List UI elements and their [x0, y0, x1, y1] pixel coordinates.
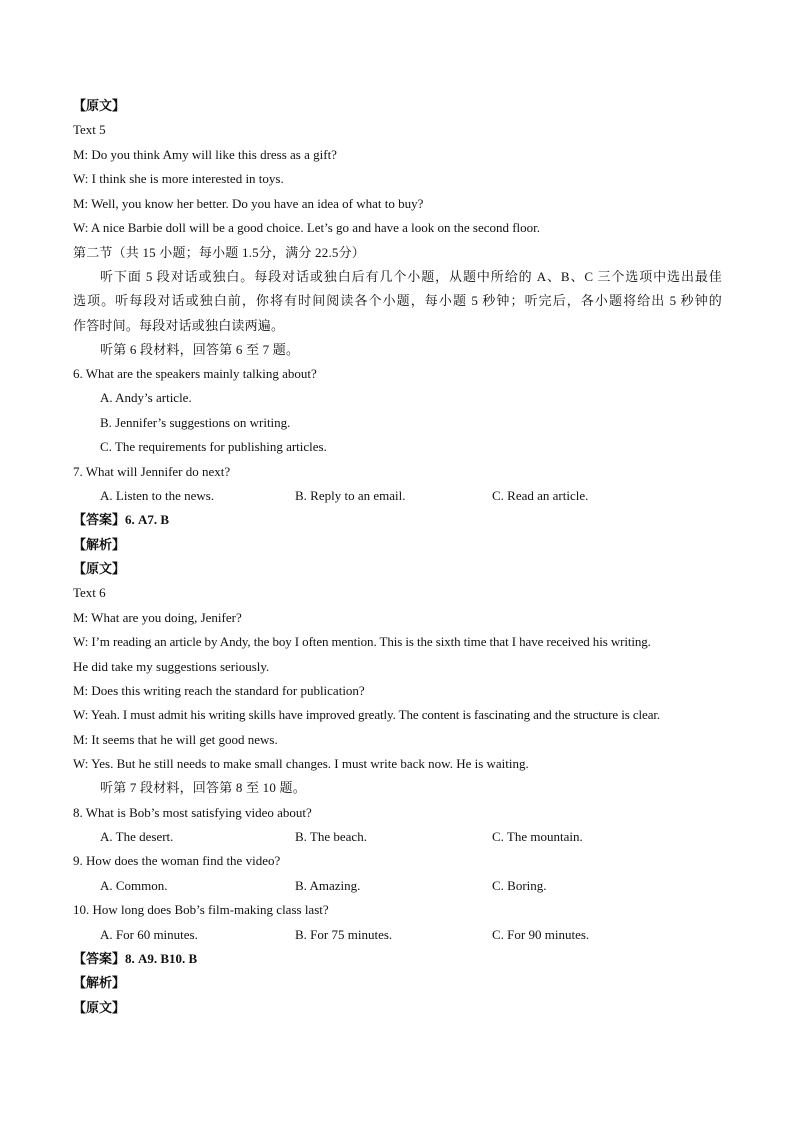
- option: A. Andy’s article.: [100, 390, 192, 405]
- dialogue-line: W: Yeah. I must admit his writing skills have improved greatly. The content is fascinating and the structure is clear.: [73, 707, 661, 722]
- dialogue-line: M: What are you doing, Jenifer?: [73, 610, 242, 625]
- material-instruction: 听第 6 段材料，回答第 6 至 7 题。: [100, 342, 300, 357]
- option-b: B. Reply to an email.: [295, 488, 406, 503]
- option-c: C. Boring.: [492, 878, 547, 893]
- section-heading-analysis: 【解析】: [73, 537, 126, 552]
- section-heading-original-text: 【原文】: [73, 1000, 126, 1015]
- dialogue-line: M: Do you think Amy will like this dress as a gift?: [73, 147, 337, 162]
- answer-line: 【答案】6. A7. B: [73, 512, 170, 527]
- dialogue-line: M: Well, you know her better. Do you have an idea of what to buy?: [73, 196, 424, 211]
- options-row: [73, 874, 722, 898]
- option-b: B. Amazing.: [295, 878, 361, 893]
- section-heading-original-text: 【原文】: [73, 561, 126, 576]
- section-title: 第二节（共 15 小题；每小题 1.5分，满分 22.5分）: [73, 245, 366, 260]
- dialogue-line: W: A nice Barbie doll will be a good choice. Let’s go and have a look on the second floor.: [73, 220, 541, 235]
- option-c: C. For 90 minutes.: [492, 927, 590, 942]
- text-label: Text 6: [73, 585, 106, 600]
- section-heading-analysis: 【解析】: [73, 975, 126, 990]
- options-row: [73, 484, 722, 508]
- dialogue-line: W: I think she is more interested in toys.: [73, 171, 284, 186]
- dialogue-line: M: It seems that he will get good news.: [73, 732, 278, 747]
- dialogue-line: W: I’m reading an article by Andy, the boy I often mention. This is the sixth time that I have received his writing.: [73, 634, 651, 649]
- option-c: C. Read an article.: [492, 488, 589, 503]
- option-a: A. Listen to the news.: [100, 488, 215, 503]
- question: 9. How does the woman find the video?: [73, 853, 281, 868]
- option: C. The requirements for publishing articles.: [100, 439, 327, 454]
- section-heading-original-text: 【原文】: [73, 98, 126, 113]
- option-a: A. Common.: [100, 878, 168, 893]
- instructions-paragraph-line: 作答时间。每段对话或独白读两遍。: [73, 318, 285, 333]
- option-b: B. The beach.: [295, 829, 367, 844]
- option-a: A. For 60 minutes.: [100, 927, 198, 942]
- dialogue-line: M: Does this writing reach the standard for publication?: [73, 683, 365, 698]
- instructions-paragraph-line: 选项。听每段对话或独白前，你将有时间阅读各个小题，每小题 5 秒钟；听完后，各小题将给出 5 秒钟的: [73, 293, 722, 308]
- text-label: Text 5: [73, 122, 106, 137]
- dialogue-line: W: Yes. But he still needs to make small changes. I must write back now. He is waiting.: [73, 756, 529, 771]
- instructions-paragraph-line: 听下面 5 段对话或独白。每段对话或独白后有几个小题，从题中所给的 A、B、C 三个选项中选出最佳: [100, 269, 722, 284]
- material-instruction: 听第 7 段材料，回答第 8 至 10 题。: [100, 780, 306, 795]
- dialogue-line: He did take my suggestions seriously.: [73, 659, 270, 674]
- question: 7. What will Jennifer do next?: [73, 464, 231, 479]
- options-row: [73, 923, 722, 947]
- option-b: B. For 75 minutes.: [295, 927, 393, 942]
- options-row: [73, 825, 722, 849]
- question: 10. How long does Bob’s film-making class last?: [73, 902, 329, 917]
- option-c: C. The mountain.: [492, 829, 583, 844]
- option-a: A. The desert.: [100, 829, 174, 844]
- question: 8. What is Bob’s most satisfying video about?: [73, 805, 312, 820]
- question: 6. What are the speakers mainly talking about?: [73, 366, 317, 381]
- answer-line: 【答案】8. A9. B10. B: [73, 951, 198, 966]
- option: B. Jennifer’s suggestions on writing.: [100, 415, 291, 430]
